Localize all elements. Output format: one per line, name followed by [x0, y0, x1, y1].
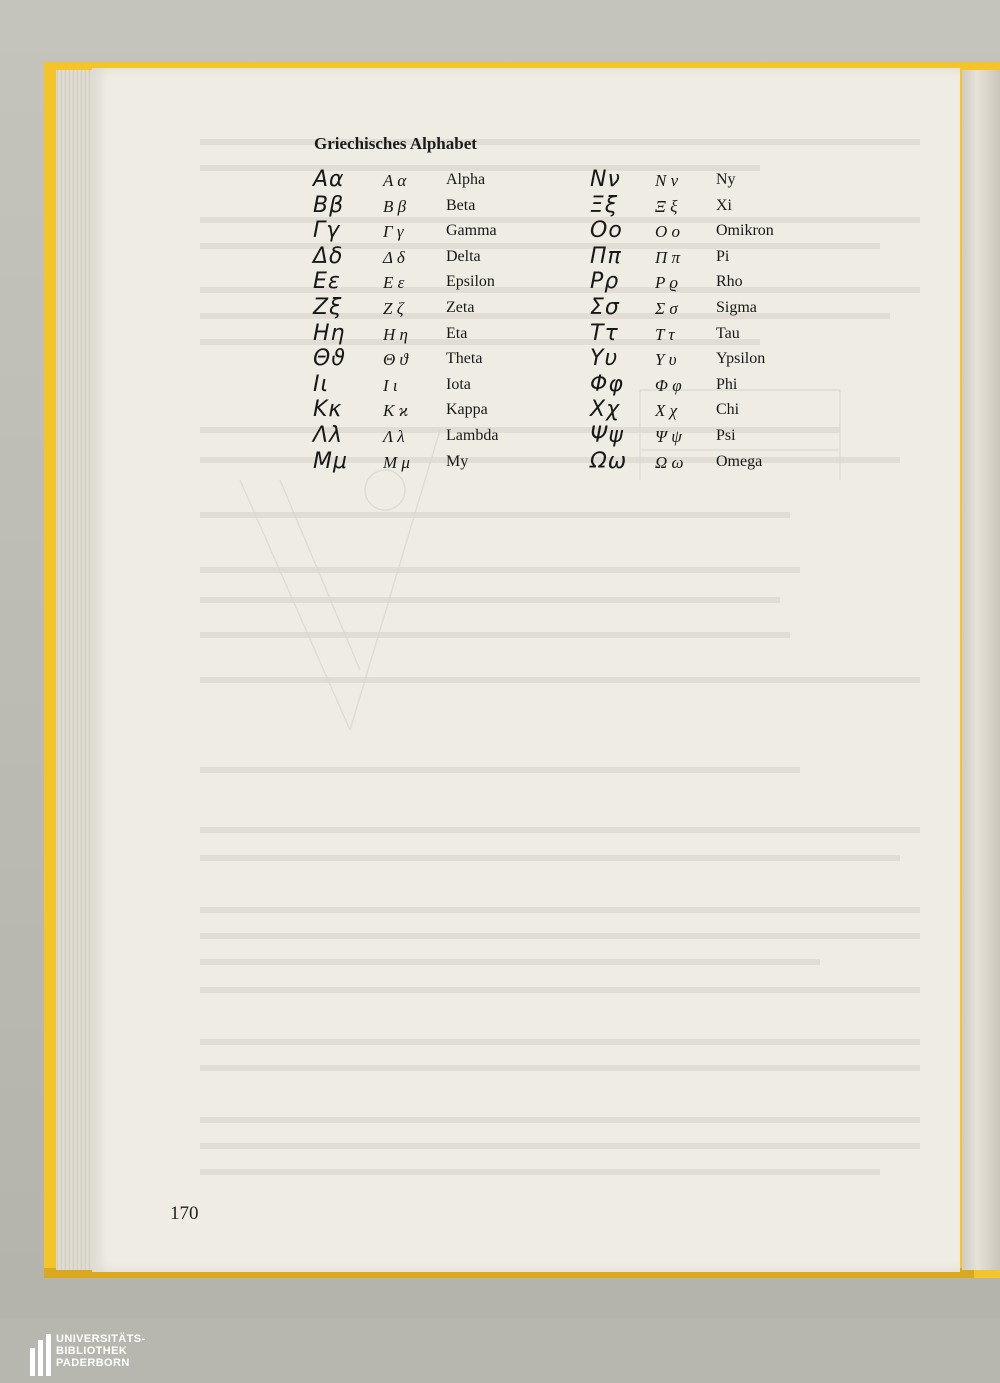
printed-letters: B β	[383, 196, 407, 216]
printed-letters: Σ σ	[655, 299, 678, 318]
printed-letters: Γ γ	[383, 222, 404, 242]
logo-line: PADERBORN	[56, 1357, 130, 1369]
printed-letters: Ψ ψ	[655, 427, 682, 446]
letter-name: Omikron	[716, 222, 774, 240]
handwritten-letters: Ξξ	[590, 192, 619, 218]
handwritten-letters: Bβ	[313, 192, 345, 218]
handwritten-letters: Tτ	[590, 320, 619, 346]
letter-name: Sigma	[716, 299, 757, 316]
letter-name: Gamma	[446, 222, 497, 240]
printed-letters: H η	[383, 324, 408, 344]
printed-letters: A α	[383, 171, 407, 190]
letter-name: Delta	[446, 247, 481, 265]
letter-name: Iota	[446, 375, 471, 393]
handwritten-letters: Xχ	[590, 397, 621, 423]
letter-name: Phi	[716, 375, 738, 393]
handwritten-letters: Yυ	[590, 346, 619, 372]
letter-name: Pi	[716, 247, 730, 265]
handwritten-letters: Kκ	[313, 397, 343, 423]
handwritten-letters: Λλ	[313, 423, 344, 448]
letter-name: Epsilon	[446, 273, 495, 291]
letter-name: My	[446, 452, 469, 470]
printed-letters: Δ δ	[383, 247, 405, 267]
printed-letters: Λ λ	[383, 427, 405, 446]
handwritten-letters: Zξ	[313, 295, 343, 320]
footer-bar	[0, 1318, 1000, 1383]
show-through-texture	[200, 130, 930, 1190]
handwritten-letters: Mμ	[313, 448, 348, 474]
printed-letters: Θ ϑ	[383, 350, 408, 370]
handwritten-letters: Θϑ	[313, 346, 346, 372]
printed-letters: Φ φ	[655, 375, 682, 395]
handwritten-letters: Ππ	[590, 243, 622, 269]
handwritten-letters: Oo	[590, 218, 623, 244]
page-number: 170	[170, 1203, 199, 1224]
handwritten-letters: Ψψ	[590, 423, 624, 448]
facing-page-edge	[962, 70, 1000, 1270]
handwritten-letters: Σσ	[590, 295, 620, 320]
letter-name: Eta	[446, 324, 468, 342]
printed-letters: Ω ω	[655, 452, 684, 472]
handwritten-letters: Γγ	[313, 218, 341, 244]
letter-name: Beta	[446, 196, 476, 214]
handwritten-letters: Aα	[313, 167, 345, 192]
letter-name: Ypsilon	[716, 350, 766, 368]
handwritten-letters: Δδ	[313, 243, 344, 269]
handwritten-letters: Nν	[590, 167, 621, 192]
printed-letters: K ϰ	[383, 401, 409, 421]
letter-name: Tau	[716, 324, 740, 342]
printed-letters: X χ	[655, 401, 678, 421]
letter-name: Omega	[716, 452, 763, 470]
printed-letters: M μ	[383, 452, 410, 472]
letter-name: Ny	[716, 171, 736, 188]
letter-name: Chi	[716, 401, 740, 419]
logo-line: UNIVERSITÄTS-	[56, 1333, 146, 1345]
handwritten-letters: Hη	[313, 320, 346, 346]
printed-letters: T τ	[655, 324, 675, 344]
letter-name: Lambda	[446, 427, 499, 444]
letter-name: Rho	[716, 273, 743, 291]
handwritten-letters: Eε	[313, 269, 341, 295]
logo-line: BIBLIOTHEK	[56, 1345, 128, 1357]
printed-letters: Y υ	[655, 350, 677, 370]
letter-name: Xi	[716, 196, 732, 214]
letter-name: Alpha	[446, 171, 486, 188]
printed-letters: Z ζ	[383, 299, 404, 318]
printed-letters: E ε	[383, 273, 405, 293]
handwritten-letters: Iι	[313, 371, 329, 397]
letter-name: Zeta	[446, 299, 475, 316]
letter-name: Psi	[716, 427, 736, 444]
printed-letters: Ξ ξ	[655, 196, 678, 216]
printed-letters: Π π	[655, 247, 681, 267]
handwritten-letters: Pρ	[590, 269, 620, 295]
handwritten-letters: Ωω	[590, 448, 628, 474]
library-logo-text	[56, 1333, 146, 1369]
handwritten-letters: Φφ	[590, 371, 624, 397]
printed-letters: N ν	[655, 171, 679, 190]
library-logo-icon	[30, 1334, 52, 1382]
printed-letters: O o	[655, 222, 681, 242]
printed-letters: I ι	[383, 375, 398, 395]
letter-name: Kappa	[446, 401, 488, 419]
printed-letters: P ϱ	[655, 273, 678, 293]
page-title: Griechisches Alphabet	[314, 134, 477, 153]
letter-name: Theta	[446, 350, 483, 368]
